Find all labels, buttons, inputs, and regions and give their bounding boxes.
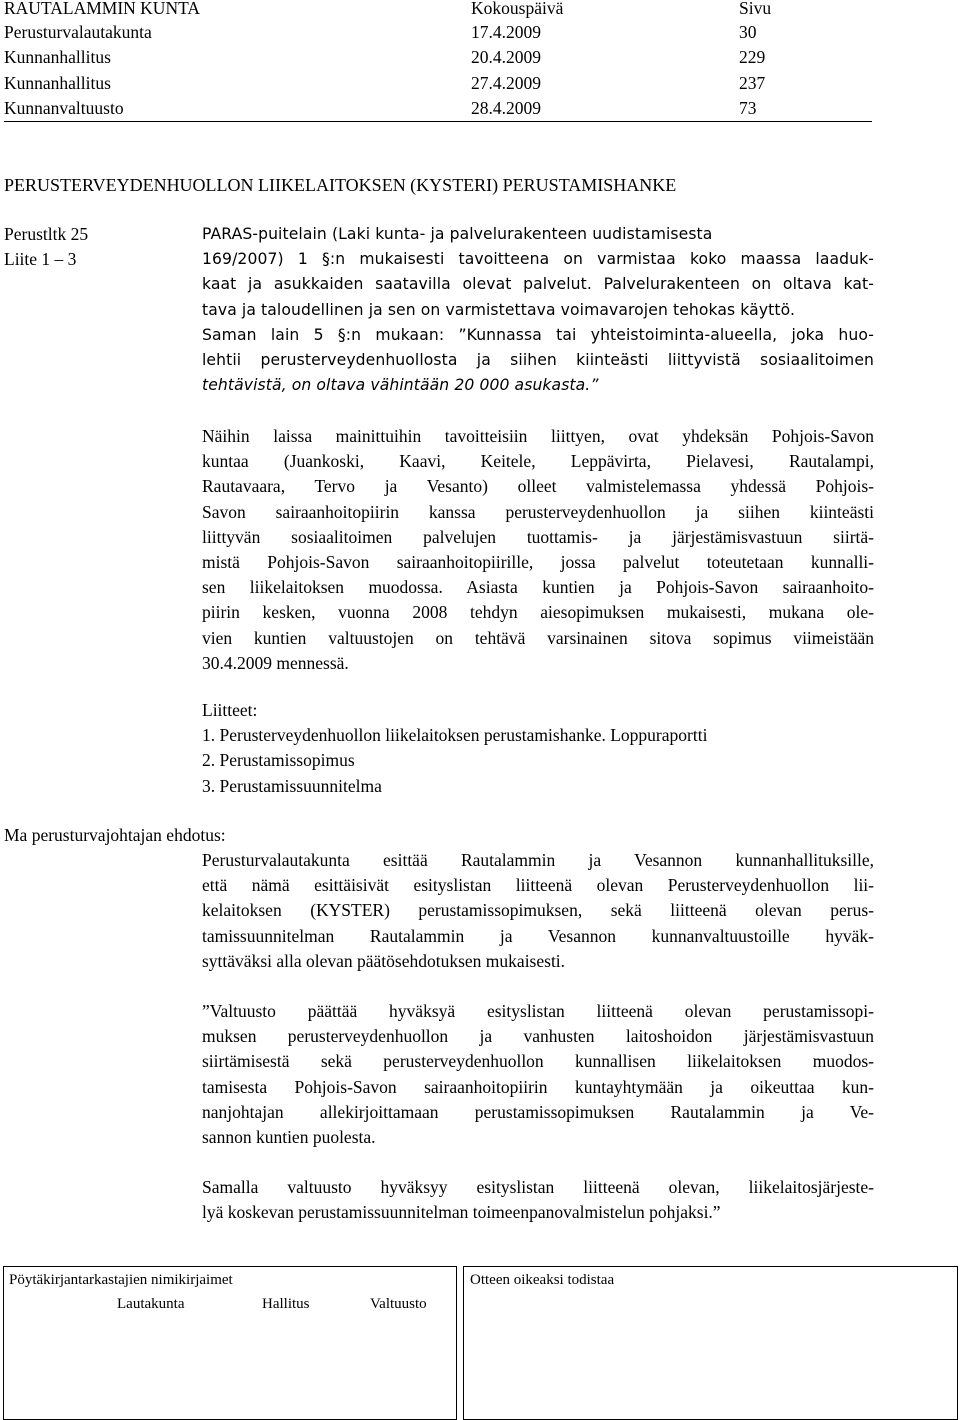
header-page: 73 — [739, 98, 757, 118]
proposal-paragraph — [202, 848, 874, 974]
background-line: kuntaa (Juankoski, Kaavi, Keitele, Leppävirta, Pielavesi, Rautalampi, — [202, 451, 874, 472]
decision-quote — [202, 999, 874, 1150]
hallitus-label: Hallitus — [262, 1296, 310, 1312]
certified-label: Otteen oikeaksi todistaa — [470, 1272, 615, 1288]
header-date: 17.4.2009 — [471, 22, 541, 42]
proposal-line: syttäväksi alla olevan päätösehdotuksen mukaisesti. — [202, 950, 566, 971]
background-line: vien kuntien valtuustojen on tehtävä varsinainen sitova sopimus viimeistään — [202, 627, 874, 648]
intro-line: 169/2007) 1 §:n mukaisesti tavoitteena on varmistaa koko maassa laaduk- — [202, 250, 874, 269]
quote-line: siirtämisestä sekä perusterveydenhuollon kunnallisen liikelaitoksen muodos- — [202, 1051, 874, 1072]
page-label: Sivu — [739, 0, 772, 18]
intro-line: lehtii perusterveydenhuollosta ja siihen kiinteästi liittyvistä sosiaalitoimen — [202, 350, 874, 369]
proposal-line: Perusturvalautakunta esittää Rautalammin ja Vesannon kunnanhallituksille, — [202, 850, 874, 870]
background-line: Näihin laissa mainittuihin tavoitteisiin liittyen, ovat yhdeksän Pohjois-Savon — [202, 426, 874, 446]
quote-line: tamisesta Pohjois-Savon sairaanhoitopiirin kuntayhtymään ja oikeuttaa kun- — [202, 1076, 874, 1097]
header-divider — [4, 121, 872, 122]
quote-line: lyä koskevan perustamissuunnitelman toimeenpanovalmistelun pohjaksi.” — [202, 1202, 721, 1223]
attachment-item: 1. Perusterveydenhuollon liikelaitoksen perustamishanke. Loppuraportti — [202, 725, 708, 746]
header-date: 20.4.2009 — [471, 47, 541, 67]
attachment-item: 3. Perustamissuunnitelma — [202, 775, 382, 796]
decision-quote-continued — [202, 1175, 874, 1225]
intro-line: PARAS-puitelain (Laki kunta- ja palvelurakenteen uudistamisesta — [202, 225, 713, 243]
section-ref-liite: Liite 1 – 3 — [4, 249, 77, 269]
lautakunta-label: Lautakunta — [117, 1296, 185, 1312]
header-page: 229 — [739, 47, 766, 67]
municipality-name: RAUTALAMMIN KUNTA — [4, 0, 201, 18]
valtuusto-label: Valtuusto — [370, 1296, 427, 1312]
quote-line: nanjohtajan allekirjoittamaan perustamissopimuksen Rautalammin ja Ve- — [202, 1101, 874, 1122]
header-body: Kunnanhallitus — [4, 47, 111, 67]
background-line: piirin kesken, vuonna 2008 tehdyn aiesopimuksen mukaisesti, mukana ole- — [202, 602, 874, 623]
header-row — [0, 71, 960, 97]
intro-line: tehtävistä, on oltava vähintään 20 000 asukasta.” — [202, 376, 599, 395]
header-date: 28.4.2009 — [471, 98, 541, 118]
header-row-title — [0, 0, 960, 22]
header-body: Perusturvalautakunta — [4, 22, 152, 42]
quote-line: ”Valtuusto päättää hyväksyä esityslistan liitteenä olevan perustamissopi- — [202, 1001, 874, 1021]
background-line: sen liikelaitoksen muodossa. Asiasta kuntien ja Pohjois-Savon sairaanhoito- — [202, 577, 874, 598]
attachments-heading: Liitteet: — [202, 700, 258, 720]
quote-line: Samalla valtuusto hyväksyy esityslistan liitteenä olevan, liikelaitosjärjeste- — [202, 1177, 874, 1197]
header-row — [0, 96, 960, 122]
intro-line: tava ja taloudellinen ja sen on varmistettava voimavarojen tehokas käyttö. — [202, 300, 795, 319]
proposal-heading: Ma perusturvajohtajan ehdotus: — [4, 825, 226, 845]
proposal-line: tamissuunnitelman Rautalammin ja Vesannon kunnanvaltuustoille hyväk- — [202, 925, 874, 946]
background-paragraph — [202, 424, 874, 676]
meeting-date-label: Kokouspäivä — [471, 0, 564, 18]
header-body: Kunnanvaltuusto — [4, 98, 124, 118]
background-line: Rautavaara, Tervo ja Vesanto) olleet valmistelemassa yhdessä Pohjois- — [202, 476, 874, 497]
quote-line: sannon kuntien puolesta. — [202, 1126, 376, 1147]
header-page: 237 — [739, 73, 766, 93]
intro-line: kaat ja asukkaiden saatavilla olevat palvelut. Palvelurakenteen on oltava kat- — [202, 275, 874, 294]
background-line: liittyvän sosiaalitoimen palvelujen tuottamis- ja järjestämisvastuun siirtä- — [202, 526, 874, 547]
quote-line: muksen perusterveydenhuollon ja vanhusten laitoshoidon järjestämisvastuun — [202, 1026, 874, 1047]
header-row — [0, 45, 960, 71]
attachment-item: 2. Perustamissopimus — [202, 750, 355, 771]
background-line: Savon sairaanhoitopiirin kanssa perusterveydenhuollon ja siihen kiinteästi — [202, 501, 874, 522]
intro-paragraph — [202, 222, 874, 398]
section-ref-perustltk: Perustltk 25 — [4, 224, 89, 244]
proposal-line: kelaitoksen (KYSTER) perustamissopimuksen, sekä liitteenä olevan perus- — [202, 900, 874, 921]
header-row — [0, 20, 960, 46]
signatures-label: Pöytäkirjantarkastajien nimikirjaimet — [9, 1272, 233, 1288]
header-page: 30 — [739, 22, 757, 42]
intro-line: Saman lain 5 §:n mukaan: ”Kunnassa tai yhteistoiminta-alueella, joka huo- — [202, 325, 874, 344]
attachments — [202, 698, 874, 799]
proposal-line: että nämä esittäisivät esityslistan liitteenä olevan Perusterveydenhuollon lii- — [202, 875, 874, 896]
document-title: PERUSTERVEYDENHUOLLON LIIKELAITOKSEN (KYSTERI) PERUSTAMISHANKE — [4, 175, 677, 195]
header-date: 27.4.2009 — [471, 73, 541, 93]
background-line: mistä Pohjois-Savon sairaanhoitopiirille, jossa palvelut toteutetaan kunnalli- — [202, 551, 874, 572]
background-line: 30.4.2009 mennessä. — [202, 652, 349, 673]
header-body: Kunnanhallitus — [4, 73, 111, 93]
